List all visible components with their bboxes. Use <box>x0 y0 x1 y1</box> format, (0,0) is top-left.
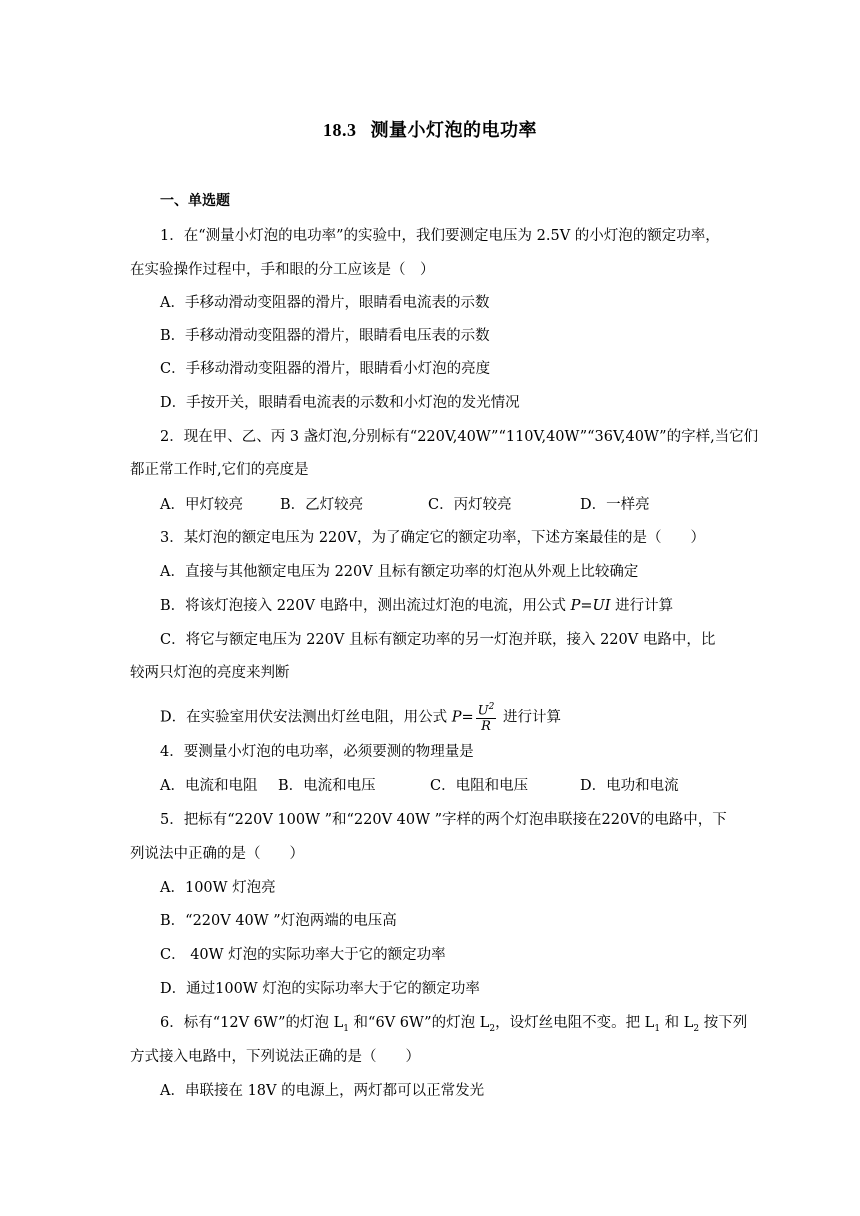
q2-option-d: D．一样亮 <box>580 497 650 513</box>
q5-option-a: A．100W 灯泡亮 <box>160 880 276 896</box>
q6-stem-line2: 方式接入电路中，下列说法正确的是（ ） <box>130 1049 420 1065</box>
q3-option-d-pre: D．在实验室用伏安法测出灯丝电阻，用公式 <box>160 709 452 726</box>
q3-option-b <box>160 596 673 616</box>
q2-option-c: C．丙灯较亮 <box>428 497 512 513</box>
q2-option-b: B．乙灯较亮 <box>280 497 364 513</box>
q3-option-c-line2: 较两只灯泡的亮度来判断 <box>130 665 290 681</box>
q3-option-b-post: 进行计算 <box>610 598 674 614</box>
q1-stem-line1: 1．在“测量小灯泡的电功率”的实验中，我们要测定电压为 2.5V 的小灯泡的额定功率， <box>160 228 720 244</box>
q2-option-a: A．甲灯较亮 <box>160 497 243 513</box>
title-text: 测量小灯泡的电功率 <box>370 120 537 141</box>
q3-option-b-pre: B．将该灯泡接入 220V 电路中，测出流过灯泡的电流，用公式 <box>160 598 571 614</box>
q4-option-a: A．电流和电阻 <box>160 778 258 794</box>
q4-stem-line1: 4．要测量小灯泡的电功率，必须要测的物理量是 <box>160 744 474 760</box>
q5-option-b: B．“220V 40W ”灯泡两端的电压高 <box>160 913 397 929</box>
q3-option-d-post: 进行计算 <box>498 709 561 726</box>
fraction-denominator: R <box>481 719 491 735</box>
q5-stem-line1: 5．把标有“220V 100W ”和“220V 40W ”字样的两个灯泡串联接在220V的电路中，下 <box>160 812 727 828</box>
q1-option-d: D．手按开关，眼睛看电流表的示数和小灯泡的发光情况 <box>160 395 520 411</box>
q4-option-c: C．电阻和电压 <box>430 778 529 794</box>
q6-stem-line1: 6．标有“12V 6W”的灯泡 $L_1$ 和“6V 6W”的灯泡 $L_2$，设灯丝电阻不变。把 $L_1$ 和 $L_2$ 按下列 <box>160 1015 748 1034</box>
q3-option-c-line1: C．将它与额定电压为 220V 且标有额定功率的另一灯泡并联，接入 220V 电路中，比 <box>160 632 716 648</box>
q1-stem-line2: 在实验操作过程中，手和眼的分工应该是（ ） <box>130 262 435 278</box>
q3-option-d-lhs: P= <box>451 709 474 726</box>
q4-option-b: B．电流和电压 <box>278 778 376 794</box>
q3-option-b-formula: P=UI <box>570 598 611 614</box>
q6-option-a: A．串联接在 18V 的电源上，两灯都可以正常发光 <box>160 1083 485 1099</box>
q5-option-d: D．通过100W 灯泡的实际功率大于它的额定功率 <box>160 981 480 997</box>
q5-option-c: C． 40W 灯泡的实际功率大于它的额定功率 <box>160 947 446 963</box>
title-number: 18.3 <box>323 120 357 140</box>
q3-option-a: A．直接与其他额定电压为 220V 且标有额定功率的灯泡从外观上比较确定 <box>160 564 639 580</box>
q3-option-d <box>160 700 561 735</box>
q5-stem-line2: 列说法中正确的是（ ） <box>130 846 304 862</box>
q2-stem-line2: 都正常工作时,它们的亮度是 <box>130 462 309 478</box>
q1-option-a: A．手移动滑动变阻器的滑片，眼睛看电流表的示数 <box>160 295 490 311</box>
fraction-numerator: $U^2$ <box>477 702 495 719</box>
page-title <box>0 116 860 142</box>
q4-option-d: D．电功和电流 <box>580 778 679 794</box>
q1-option-b: B．手移动滑动变阻器的滑片，眼睛看电压表的示数 <box>160 328 490 344</box>
section-heading: 一、单选题 <box>160 193 230 209</box>
q1-option-c: C．手移动滑动变阻器的滑片，眼睛看小灯泡的亮度 <box>160 361 491 377</box>
power-formula-fraction <box>476 700 497 735</box>
q3-stem-line1: 3．某灯泡的额定电压为 220V，为了确定它的额定功率，下述方案最佳的是（ ） <box>160 530 705 546</box>
q2-stem-line1: 2．现在甲、乙、丙 3 盏灯泡,分别标有“220V,40W”“110V,40W”“36V,40W”的字样,当它们 <box>160 429 759 445</box>
